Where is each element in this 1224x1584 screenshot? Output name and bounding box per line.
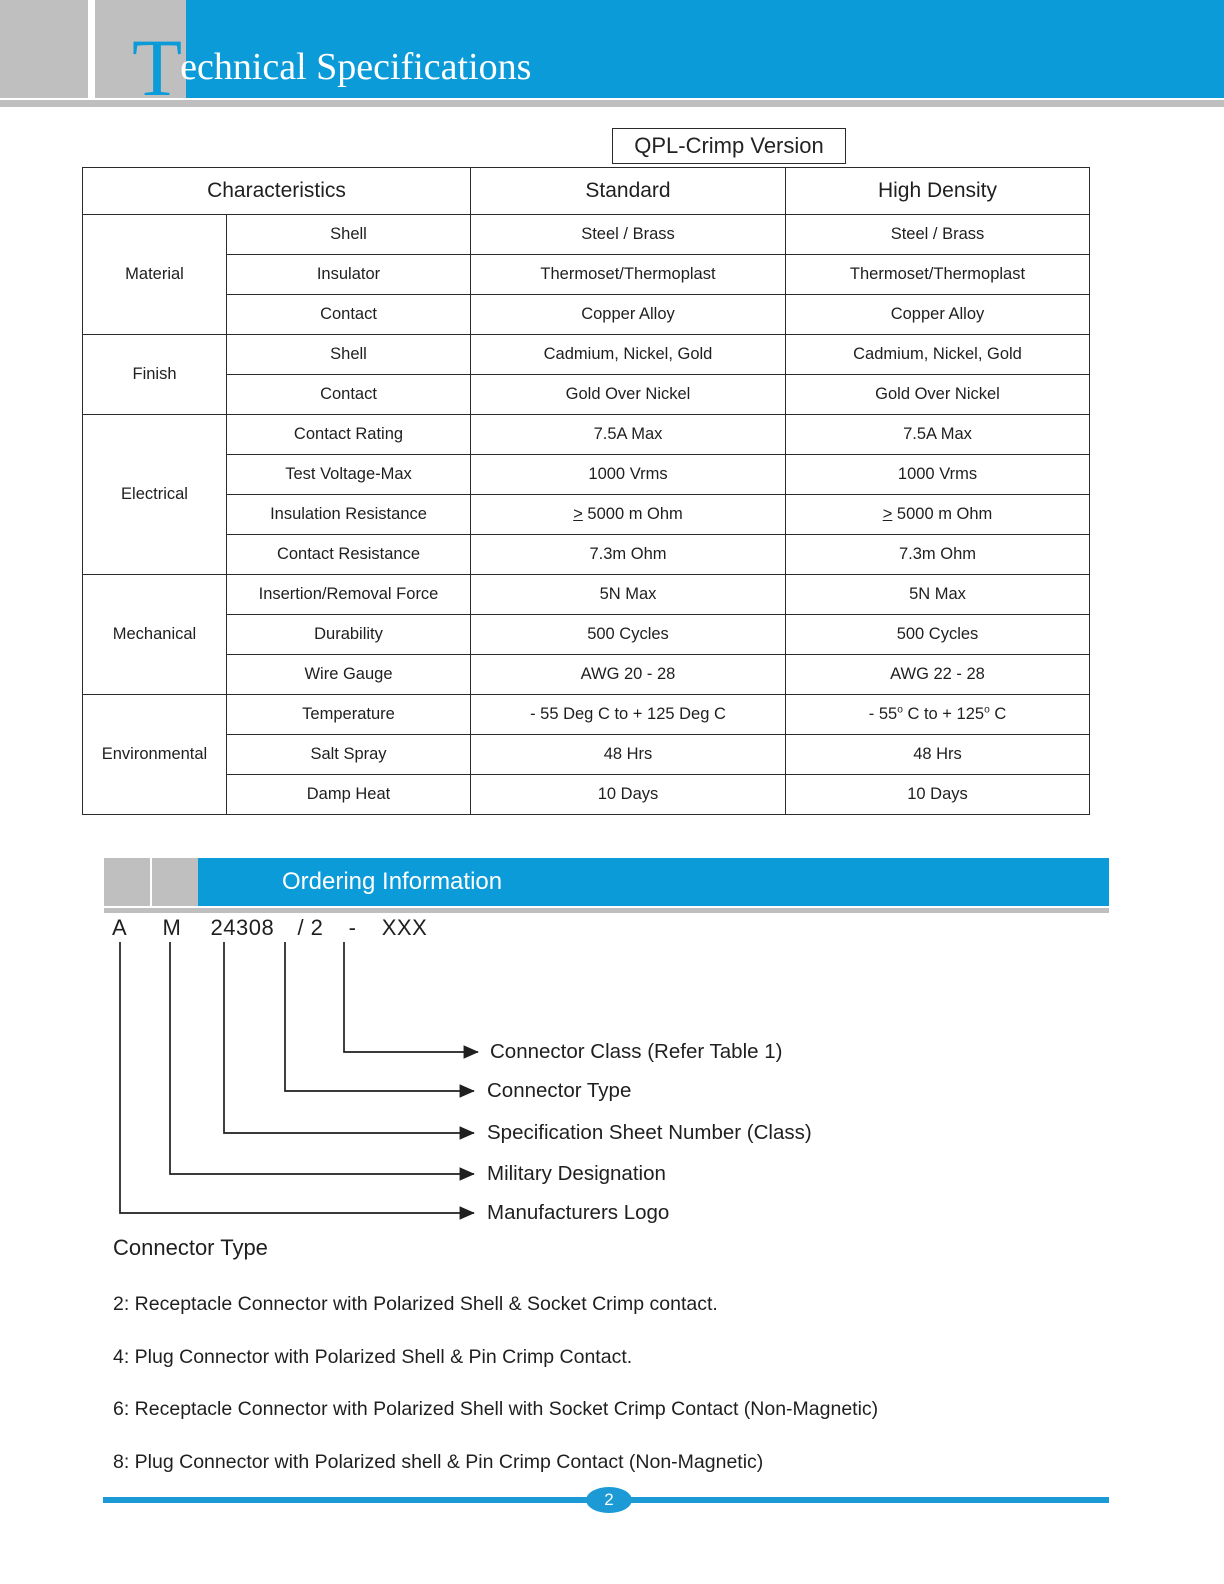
cell-standard: 10 Days xyxy=(471,775,786,815)
column-header-high-density: High Density xyxy=(786,168,1090,215)
header-gray-block-left xyxy=(0,0,88,98)
connector-type-item-6: 6: Receptacle Connector with Polarized Shell with Socket Crimp Contact (Non-Magnetic) xyxy=(113,1398,879,1420)
cell-characteristic: Shell xyxy=(227,335,471,375)
cell-high-density: 500 Cycles xyxy=(786,615,1090,655)
page-title xyxy=(132,0,533,114)
cell-high-density: AWG 22 - 28 xyxy=(786,655,1090,695)
table-row xyxy=(83,255,1090,295)
cell-standard: > 5000 m Ohm xyxy=(471,495,786,535)
table-row xyxy=(83,535,1090,575)
cell-characteristic: Test Voltage-Max xyxy=(227,455,471,495)
cell-characteristic: Shell xyxy=(227,215,471,255)
cell-characteristic: Contact xyxy=(227,295,471,335)
cell-characteristic: Damp Heat xyxy=(227,775,471,815)
table-row xyxy=(83,455,1090,495)
row-group-label: Environmental xyxy=(83,695,227,815)
cell-characteristic: Salt Spray xyxy=(227,735,471,775)
cell-high-density: > 5000 m Ohm xyxy=(786,495,1090,535)
page-title-text: echnical Specifications xyxy=(180,46,532,88)
cell-high-density: 10 Days xyxy=(786,775,1090,815)
ordering-information-label: Ordering Information xyxy=(282,868,503,895)
cell-high-density: 7.3m Ohm xyxy=(786,535,1090,575)
table-row xyxy=(83,295,1090,335)
cell-high-density: 7.5A Max xyxy=(786,415,1090,455)
table-row xyxy=(83,695,1090,735)
connector-type-item-4: 4: Plug Connector with Polarized Shell & Pin Crimp Contact. xyxy=(113,1346,633,1368)
row-group-label: Mechanical xyxy=(83,575,227,695)
table-header-row xyxy=(83,168,1090,215)
cell-high-density: 1000 Vrms xyxy=(786,455,1090,495)
row-group-label: Electrical xyxy=(83,415,227,575)
table-row xyxy=(83,335,1090,375)
part-segment-dash: - xyxy=(348,915,357,940)
table-row xyxy=(83,655,1090,695)
cell-high-density: Thermoset/Thermoplast xyxy=(786,255,1090,295)
cell-characteristic: Insertion/Removal Force xyxy=(227,575,471,615)
table-row xyxy=(83,615,1090,655)
part-segment-class: XXX xyxy=(381,915,428,940)
cell-characteristic: Durability xyxy=(227,615,471,655)
cell-standard: 48 Hrs xyxy=(471,735,786,775)
cell-high-density: 48 Hrs xyxy=(786,735,1090,775)
connector-type-item-8: 8: Plug Connector with Polarized shell & Pin Crimp Contact (Non-Magnetic) xyxy=(113,1451,764,1473)
cell-characteristic: Insulator xyxy=(227,255,471,295)
table-row xyxy=(83,775,1090,815)
table-row xyxy=(83,215,1090,255)
cell-standard: Copper Alloy xyxy=(471,295,786,335)
cell-characteristic: Contact xyxy=(227,375,471,415)
cell-high-density: - 55$^o$ C to + $125^o$ C xyxy=(786,695,1090,735)
callout-label-military-designation: Military Designation xyxy=(487,1162,666,1185)
cell-standard: Cadmium, Nickel, Gold xyxy=(471,335,786,375)
cell-characteristic: Contact Rating xyxy=(227,415,471,455)
connector-type-item-2: 2: Receptacle Connector with Polarized Shell & Socket Crimp contact. xyxy=(113,1293,718,1315)
technical-specifications-table xyxy=(82,167,1090,815)
page-number-badge: 2 xyxy=(586,1487,632,1513)
part-segment-spec-sheet: 24308 xyxy=(210,915,275,940)
column-header-standard: Standard xyxy=(471,168,786,215)
cell-high-density: 5N Max xyxy=(786,575,1090,615)
page-title-dropcap: T xyxy=(132,22,183,114)
cell-high-density: Gold Over Nickel xyxy=(786,375,1090,415)
page-header xyxy=(0,0,1224,114)
table-row xyxy=(83,735,1090,775)
part-segment-logo: A xyxy=(112,915,128,940)
cell-standard: Gold Over Nickel xyxy=(471,375,786,415)
ordering-gray-block-left xyxy=(104,858,150,906)
table-row xyxy=(83,375,1090,415)
part-segment-military: M xyxy=(162,915,182,940)
part-number-breakdown-diagram xyxy=(0,912,1224,1232)
part-segment-type: / 2 xyxy=(297,915,324,940)
ordering-information-banner xyxy=(104,858,1109,906)
cell-standard: 1000 Vrms xyxy=(471,455,786,495)
column-header-characteristics: Characteristics xyxy=(83,168,471,215)
cell-standard: Thermoset/Thermoplast xyxy=(471,255,786,295)
cell-standard: - 55 Deg C to + 125 Deg C xyxy=(471,695,786,735)
cell-standard: 7.3m Ohm xyxy=(471,535,786,575)
cell-standard: 5N Max xyxy=(471,575,786,615)
connector-type-heading: Connector Type xyxy=(113,1235,268,1260)
cell-characteristic: Temperature xyxy=(227,695,471,735)
callout-label-manufacturers-logo: Manufacturers Logo xyxy=(487,1201,670,1224)
cell-standard: 7.5A Max xyxy=(471,415,786,455)
row-group-label: Material xyxy=(83,215,227,335)
cell-characteristic: Contact Resistance xyxy=(227,535,471,575)
cell-standard: Steel / Brass xyxy=(471,215,786,255)
header-divider-rule xyxy=(0,100,1224,107)
cell-characteristic: Wire Gauge xyxy=(227,655,471,695)
cell-characteristic: Insulation Resistance xyxy=(227,495,471,535)
cell-high-density: Steel / Brass xyxy=(786,215,1090,255)
cell-standard: AWG 20 - 28 xyxy=(471,655,786,695)
cell-high-density: Cadmium, Nickel, Gold xyxy=(786,335,1090,375)
table-row xyxy=(83,415,1090,455)
cell-high-density: Copper Alloy xyxy=(786,295,1090,335)
row-group-label: Finish xyxy=(83,335,227,415)
spec-table-caption: QPL-Crimp Version xyxy=(612,128,846,164)
cell-standard: 500 Cycles xyxy=(471,615,786,655)
table-row xyxy=(83,575,1090,615)
ordering-gray-block-mid xyxy=(152,858,198,906)
callout-label-spec-sheet-number: Specification Sheet Number (Class) xyxy=(487,1121,812,1144)
callout-label-connector-class: Connector Class (Refer Table 1) xyxy=(490,1040,783,1063)
table-row xyxy=(83,495,1090,535)
callout-label-connector-type: Connector Type xyxy=(487,1079,632,1102)
